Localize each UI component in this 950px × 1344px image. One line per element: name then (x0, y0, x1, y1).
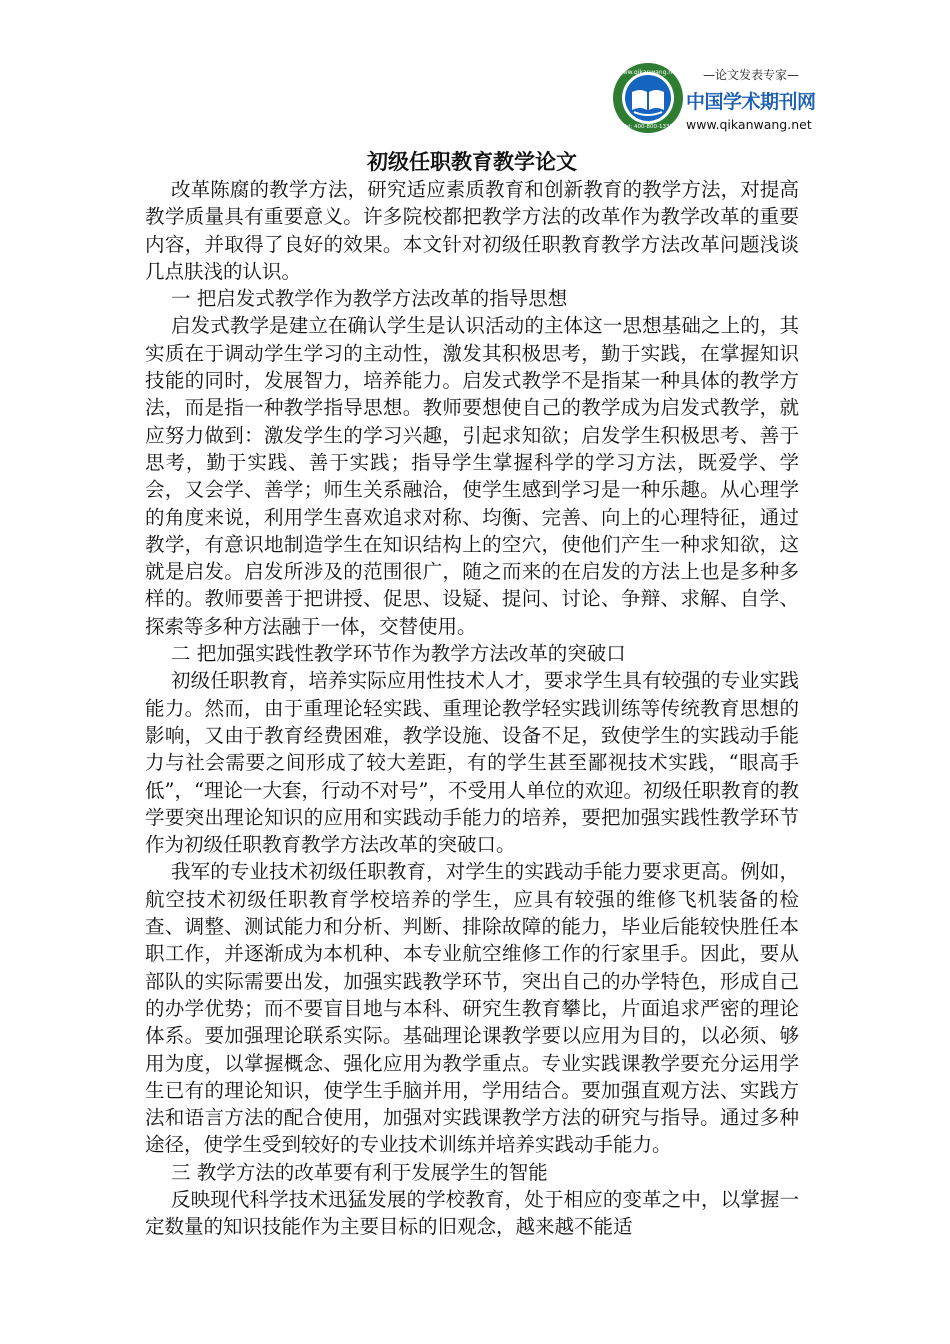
logo-brand-name: 中国学术期刊网 (686, 91, 816, 113)
section-heading-2: 二 把加强实践性教学环节作为教学方法改革的突破口 (171, 642, 626, 666)
seal-emblem-icon (612, 62, 684, 134)
logo-url: www.qikanwang.net (686, 117, 812, 132)
document-title: 初级任职教育教学论文 (367, 149, 577, 174)
paragraph-section-2a: 初级任职教育，培养实际应用性技术人才，要求学生具有较强的专业实践能力。然而，由于重理论轻实践、重理论教学轻实践训练等传统教育思想的影响，又由于教育经费困难，教学设施、设备不足，致使学生的实践动手能力与社会需要之间形成了较大差距，有的学生甚至鄙视技术实践，“眼高手低”，“理论一大套，行动不对号”，不受用人单位的欢迎。初级任职教育的教学要突出理论知识的应用和实践动手能力的培养，要把加强实践性教学环节作为初级任职教育教学方法改革的突破口。 (145, 669, 799, 857)
paragraph-intro: 改革陈腐的教学方法，研究适应素质教育和创新教育的教学方法，对提高教学质量具有重要意义。许多院校都把教学方法的改革作为教学改革的重要内容，并取得了良好的效果。本文针对初级任职教育教学方法改革问题浅谈几点肤浅的认识。 (145, 178, 799, 283)
paragraph-section-3: 反映现代科学技术迅猛发展的学校教育，处于相应的变革之中，以掌握一定数量的知识技能作为主要目标的旧观念，越来越不能适 (145, 1187, 799, 1239)
paragraph-section-1: 启发式教学是建立在确认学生是认识活动的主体这一思想基础之上的，其实质在于调动学生学习的主动性，激发其积极思考，勤于实践，在掌握知识技能的同时，发展智力，培养能力。启发式教学不是指某一种具体的教学方法，而是指一种教学指导思想。教师要想使自己的教学成为启发式教学，就应努力做到：激发学生的学习兴趣，引起求知欲；启发学生积极思考、善于思考，勤于实践、善于实践；指导学生掌握科学的学习方法，既爱学、学会，又会学、善学；师生关系融洽，使学生感到学习是一种乐趣。从心理学的角度来说，利用学生喜欢追求对称、均衡、完善、向上的心理特征，通过教学，有意识地制造学生在知识结构上的空穴，使他们产生一种求知欲，这就是启发。启发所涉及的范围很广，随之而来的在启发的方法上也是多种多样的。教师要善于把讲授、促思、设疑、提问、讨论、争辩、求解、自学、探索等多种方法融于一体，交替使用。 (145, 314, 799, 638)
logo-slogan: —论文发表专家— (702, 68, 799, 82)
site-logo (612, 62, 816, 146)
section-heading-3: 三 教学方法的改革要有利于发展学生的智能 (171, 1160, 548, 1184)
section-heading-1: 一 把启发式教学作为教学方法改革的指导思想 (171, 287, 568, 311)
article (145, 148, 799, 1241)
seal-text-top: www.qikanwang.net (617, 69, 679, 76)
paragraph-section-2b: 我军的专业技术初级任职教育，对学生的实践动手能力要求更高。例如，航空技术初级任职教育学校培养的学生，应具有较强的维修飞机装备的检查、调整、测试能力和分析、判断、排除故障的能力，毕业后能较快胜任本职工作，并逐渐成为本机种、本专业航空维修工作的行家里手。因此，要从部队的实际需要出发，加强实践教学环节，突出自己的办学特色，形成自己的办学优势；而不要盲目地与本科、研究生教育攀比，片面追求严密的理论体系。要加强理论联系实际。基础理论课教学要以应用为目的，以必须、够用为度，以掌握概念、强化应用为教学重点。专业实践课教学要充分运用学生已有的理论知识，使学生手脑并用，学用结合。要加强直观方法、实践方法和语言方法的配合使用，加强对实践课教学方法的研究与指导。通过多种途径，使学生受到较好的专业技术训练并培养实践动手能力。 (145, 860, 799, 1157)
seal-text-bottom: Tel: 400-800-1331 (623, 124, 673, 130)
logo-text-group (686, 66, 816, 132)
